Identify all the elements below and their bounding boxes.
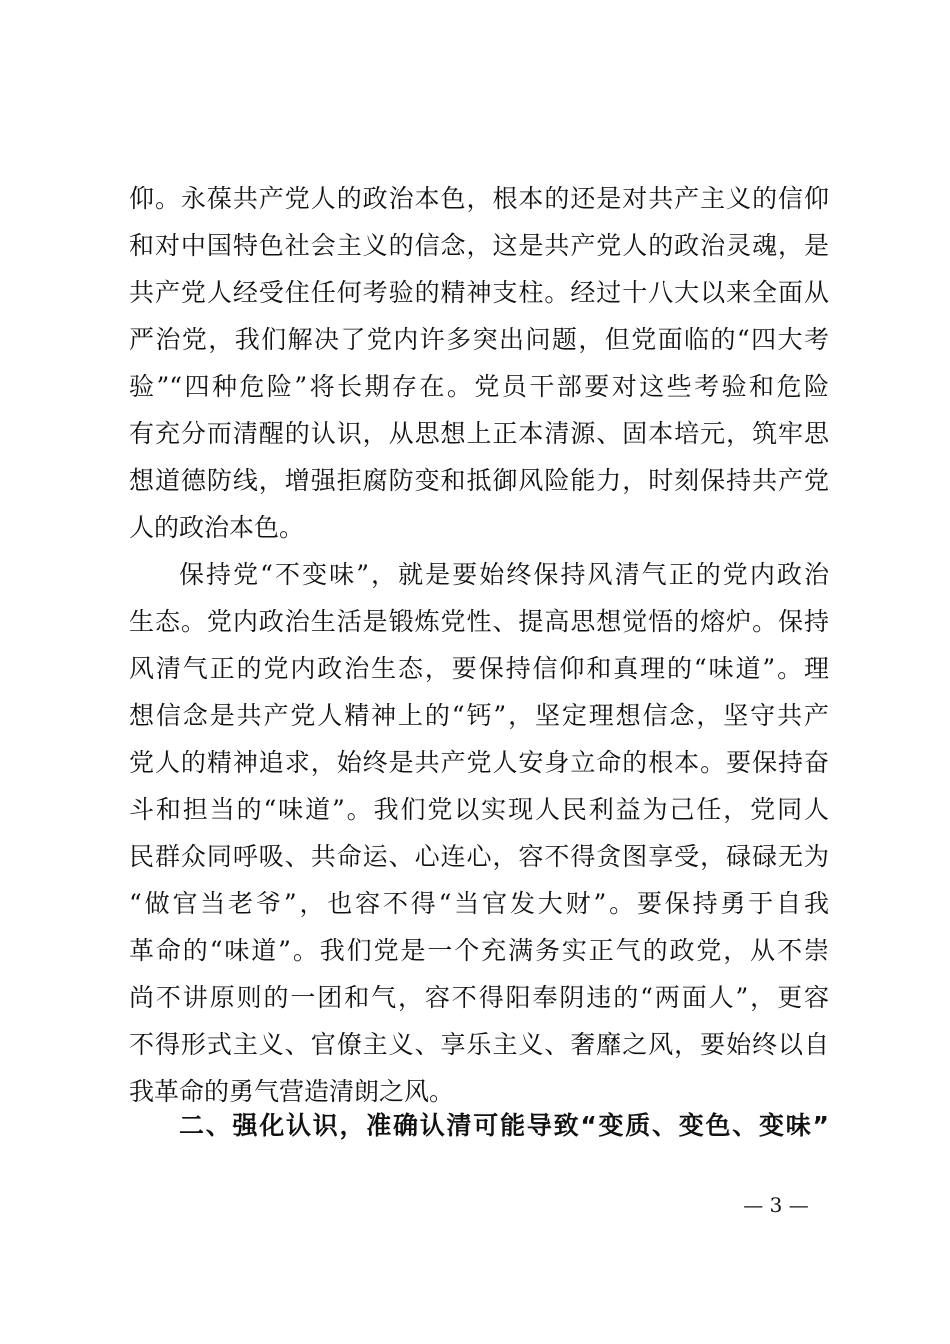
text-line: 和对中国特色社会主义的信念，这是共产党人的政治灵魂，是	[129, 231, 829, 260]
text-line: 民群众同呼吸、共命运、心连心，容不得贪图享受，碌碌无为	[129, 842, 829, 871]
text-line: 风清气正的党内政治生态，要保持信仰和真理的“味道”。理	[129, 654, 829, 683]
text-line: 革命的“味道”。我们党是一个充满务实正气的政党，从不崇	[129, 936, 829, 965]
text-line: 有充分而清醒的认识，从思想上正本清源、固本培元，筑牢思	[129, 419, 829, 448]
text-line: 斗和担当的“味道”。我们党以实现人民利益为己任，党同人	[129, 795, 829, 824]
text-line: 我革命的勇气营造清朗之风。	[129, 1077, 455, 1106]
paragraph-1	[129, 175, 829, 551]
text-line: 严治党，我们解决了党内许多突出问题，但党面临的“四大考	[129, 325, 829, 354]
text-line: “做官当老爷”，也容不得“当官发大财”。要保持勇于自我	[129, 889, 829, 918]
paragraph-2	[129, 551, 829, 1115]
text-line: 想信念是共产党人精神上的“钙”，坚定理想信念，坚守共产	[129, 701, 829, 730]
text-line: 党人的精神追求，始终是共产党人安身立命的根本。要保持奋	[129, 748, 829, 777]
text-line: 共产党人经受住任何考验的精神支柱。经过十八大以来全面从	[129, 278, 829, 307]
body-text	[129, 175, 829, 1115]
text-line: 想道德防线，增强拒腐防变和抵御风险能力，时刻保持共产党	[129, 466, 829, 495]
text-line: 验”“四种危险”将长期存在。党员干部要对这些考验和危险	[129, 372, 829, 401]
text-line: 人的政治本色。	[129, 513, 305, 542]
text-line: 仰。永葆共产党人的政治本色，根本的还是对共产主义的信仰	[129, 184, 829, 213]
section-heading: 二、强化认识，准确认清可能导致“变质、变色、变味”	[179, 1111, 829, 1140]
text-line: 保持党“不变味”，就是要始终保持风清气正的党内政治	[179, 560, 829, 589]
text-line: 不得形式主义、官僚主义、享乐主义、奢靡之风，要始终以自	[129, 1030, 829, 1059]
text-line: 尚不讲原则的一团和气，容不得阳奉阴违的“两面人”，更容	[129, 983, 829, 1012]
text-line: 生态。党内政治生活是锻炼党性、提高思想觉悟的熔炉。保持	[129, 607, 829, 636]
page-number: — 3 —	[743, 1193, 809, 1217]
